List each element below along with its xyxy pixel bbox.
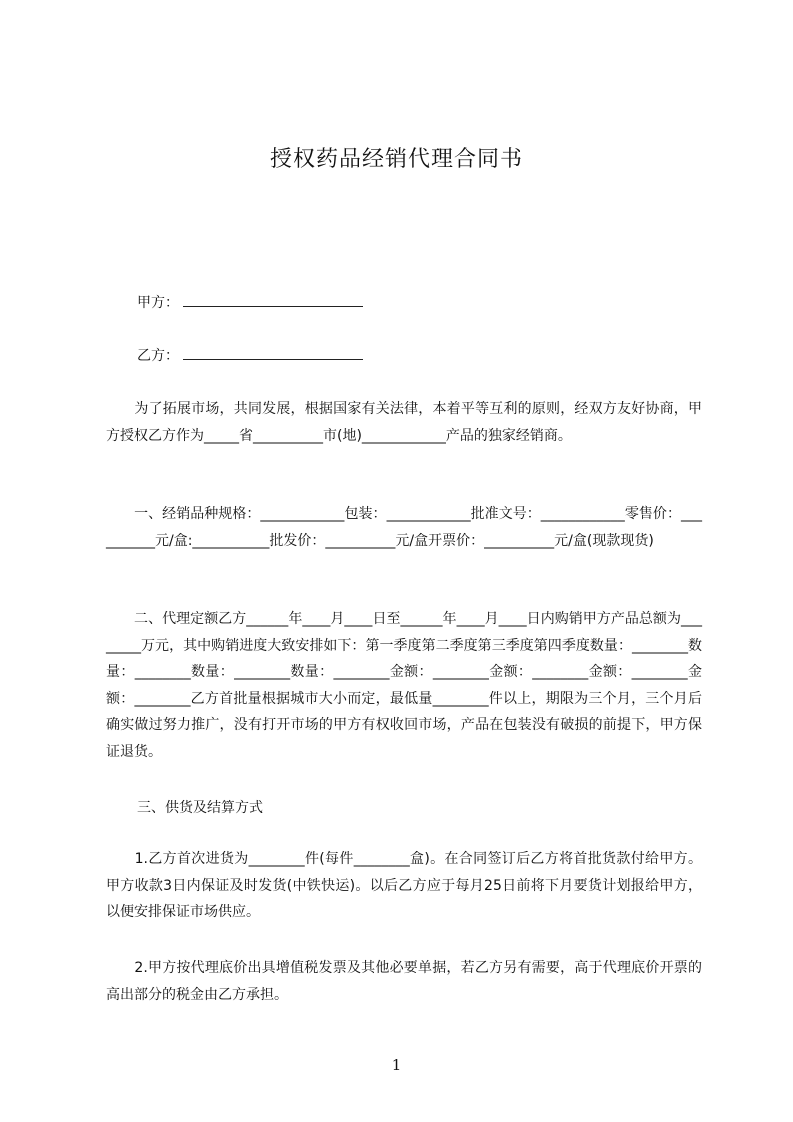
document-title: 授权药品经销代理合同书 [269,147,523,172]
intro-paragraph: 为了拓展市场，共同发展，根据国家有关法律，本着平等互利的原则，经双方友好协商，甲方授权乙方作为_____省__________市(地)____________产品的独家经销商。 [106,401,702,444]
party-a-label: 甲方： [137,295,179,311]
party-b-blank [183,345,363,360]
section-1-paragraph: 一、经销品种规格：____________包装：____________批准文号：____________零售价：__________元/盒:___________批发价：__________元/盒开票价：__________元/盒(现款现货) [106,506,702,549]
clause-1-paragraph: 1.乙方首次进货为________件(每件________盒)。在合同签订后乙方将首批货款付给甲方。甲方收款3日内保证及时发货(中铁快运)。以后乙方应于每月25日前将下月要货计划报给甲方，以便安排保证市场供应。 [106,851,702,920]
party-b-line [137,345,363,366]
party-b-label: 乙方： [137,348,179,364]
page-number: 1 [391,1056,402,1074]
clause-2-paragraph: 2.甲方按代理底价出具增值税发票及其他必要单据，若乙方另有需要，高于代理底价开票的高出部分的税金由乙方承担。 [106,960,702,1003]
section-2-paragraph: 二、代理定额乙方______年____月____日至______年____月____日内购销甲方产品总额为________万元，其中购销进度大致安排如下：第一季度第二季度第三季度第四季度数量：________数量：________数量：________数量：________金额：________金额：________金额：________金额：________乙方首批量根据城市大小而定，最低量________件以上，期限为三个月，三个月后确实做过努力推广，没有打开市场的甲方有权收回市场，产品在包装没有破损的前提下，甲方保证退货。 [106,611,702,760]
party-a-blank [183,292,363,307]
party-a-line [137,292,363,313]
section-3-heading: 三、供货及结算方式 [137,800,263,816]
